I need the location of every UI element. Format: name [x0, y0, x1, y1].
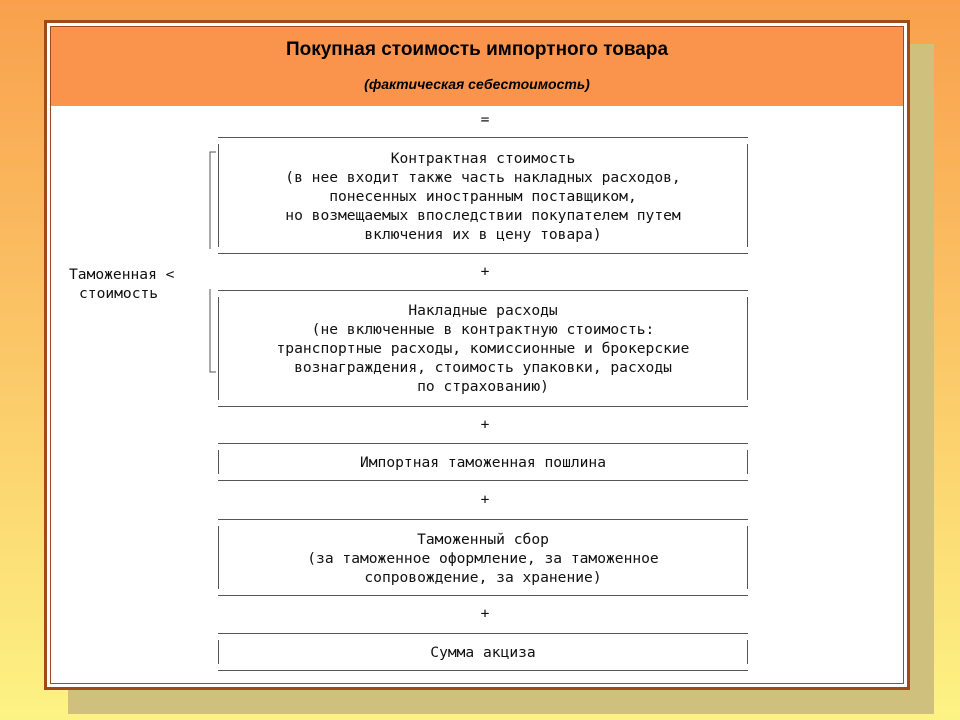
component-text-excise-amount: Сумма акциза — [430, 644, 536, 661]
customs-value-label-line2: стоимость — [79, 285, 159, 302]
component-text-overhead-costs: Накладные расходы (не включенные в контрактную стоимость: транспортные расходы, комиссионные и брокерские вознаграждения, стоимость упаковки, расходы по страхованию) — [276, 302, 690, 395]
diagram-panel — [44, 20, 910, 690]
customs-value-label — [69, 265, 189, 303]
component-text-customs-fee: Таможенный сбор (за таможенное оформление, за таможенное сопровождение, за хранение) — [307, 531, 659, 586]
plus-sign-1: + — [480, 263, 490, 280]
equals-sign: = — [480, 111, 490, 128]
plus-sign-3: + — [480, 491, 490, 508]
diagram-title: Покупная стоимость импортного товара — [285, 39, 669, 60]
component-box-excise-amount — [218, 633, 748, 671]
diagram-panel-inner — [50, 26, 904, 684]
component-text-contract-value: Контрактная стоимость (в нее входит также часть накладных расходов, понесенных иностранным поставщиком, но возмещаемых впоследствии покупателем путем включения их в цену товара) — [285, 150, 681, 243]
component-box-import-duty — [218, 443, 748, 481]
bracket-upper-arm — [210, 152, 216, 249]
diagram-subtitle: (фактическая себестоимость) — [364, 76, 590, 92]
bracket-lower-arm — [210, 289, 216, 372]
component-box-contract-value — [218, 137, 748, 254]
component-box-overhead-costs — [218, 290, 748, 407]
component-text-import-duty: Импортная таможенная пошлина — [359, 454, 606, 471]
component-box-customs-fee — [218, 519, 748, 596]
customs-value-label-line1: Таможенная < — [69, 266, 175, 283]
plus-sign-2: + — [480, 416, 490, 433]
plus-sign-4: + — [480, 605, 490, 622]
